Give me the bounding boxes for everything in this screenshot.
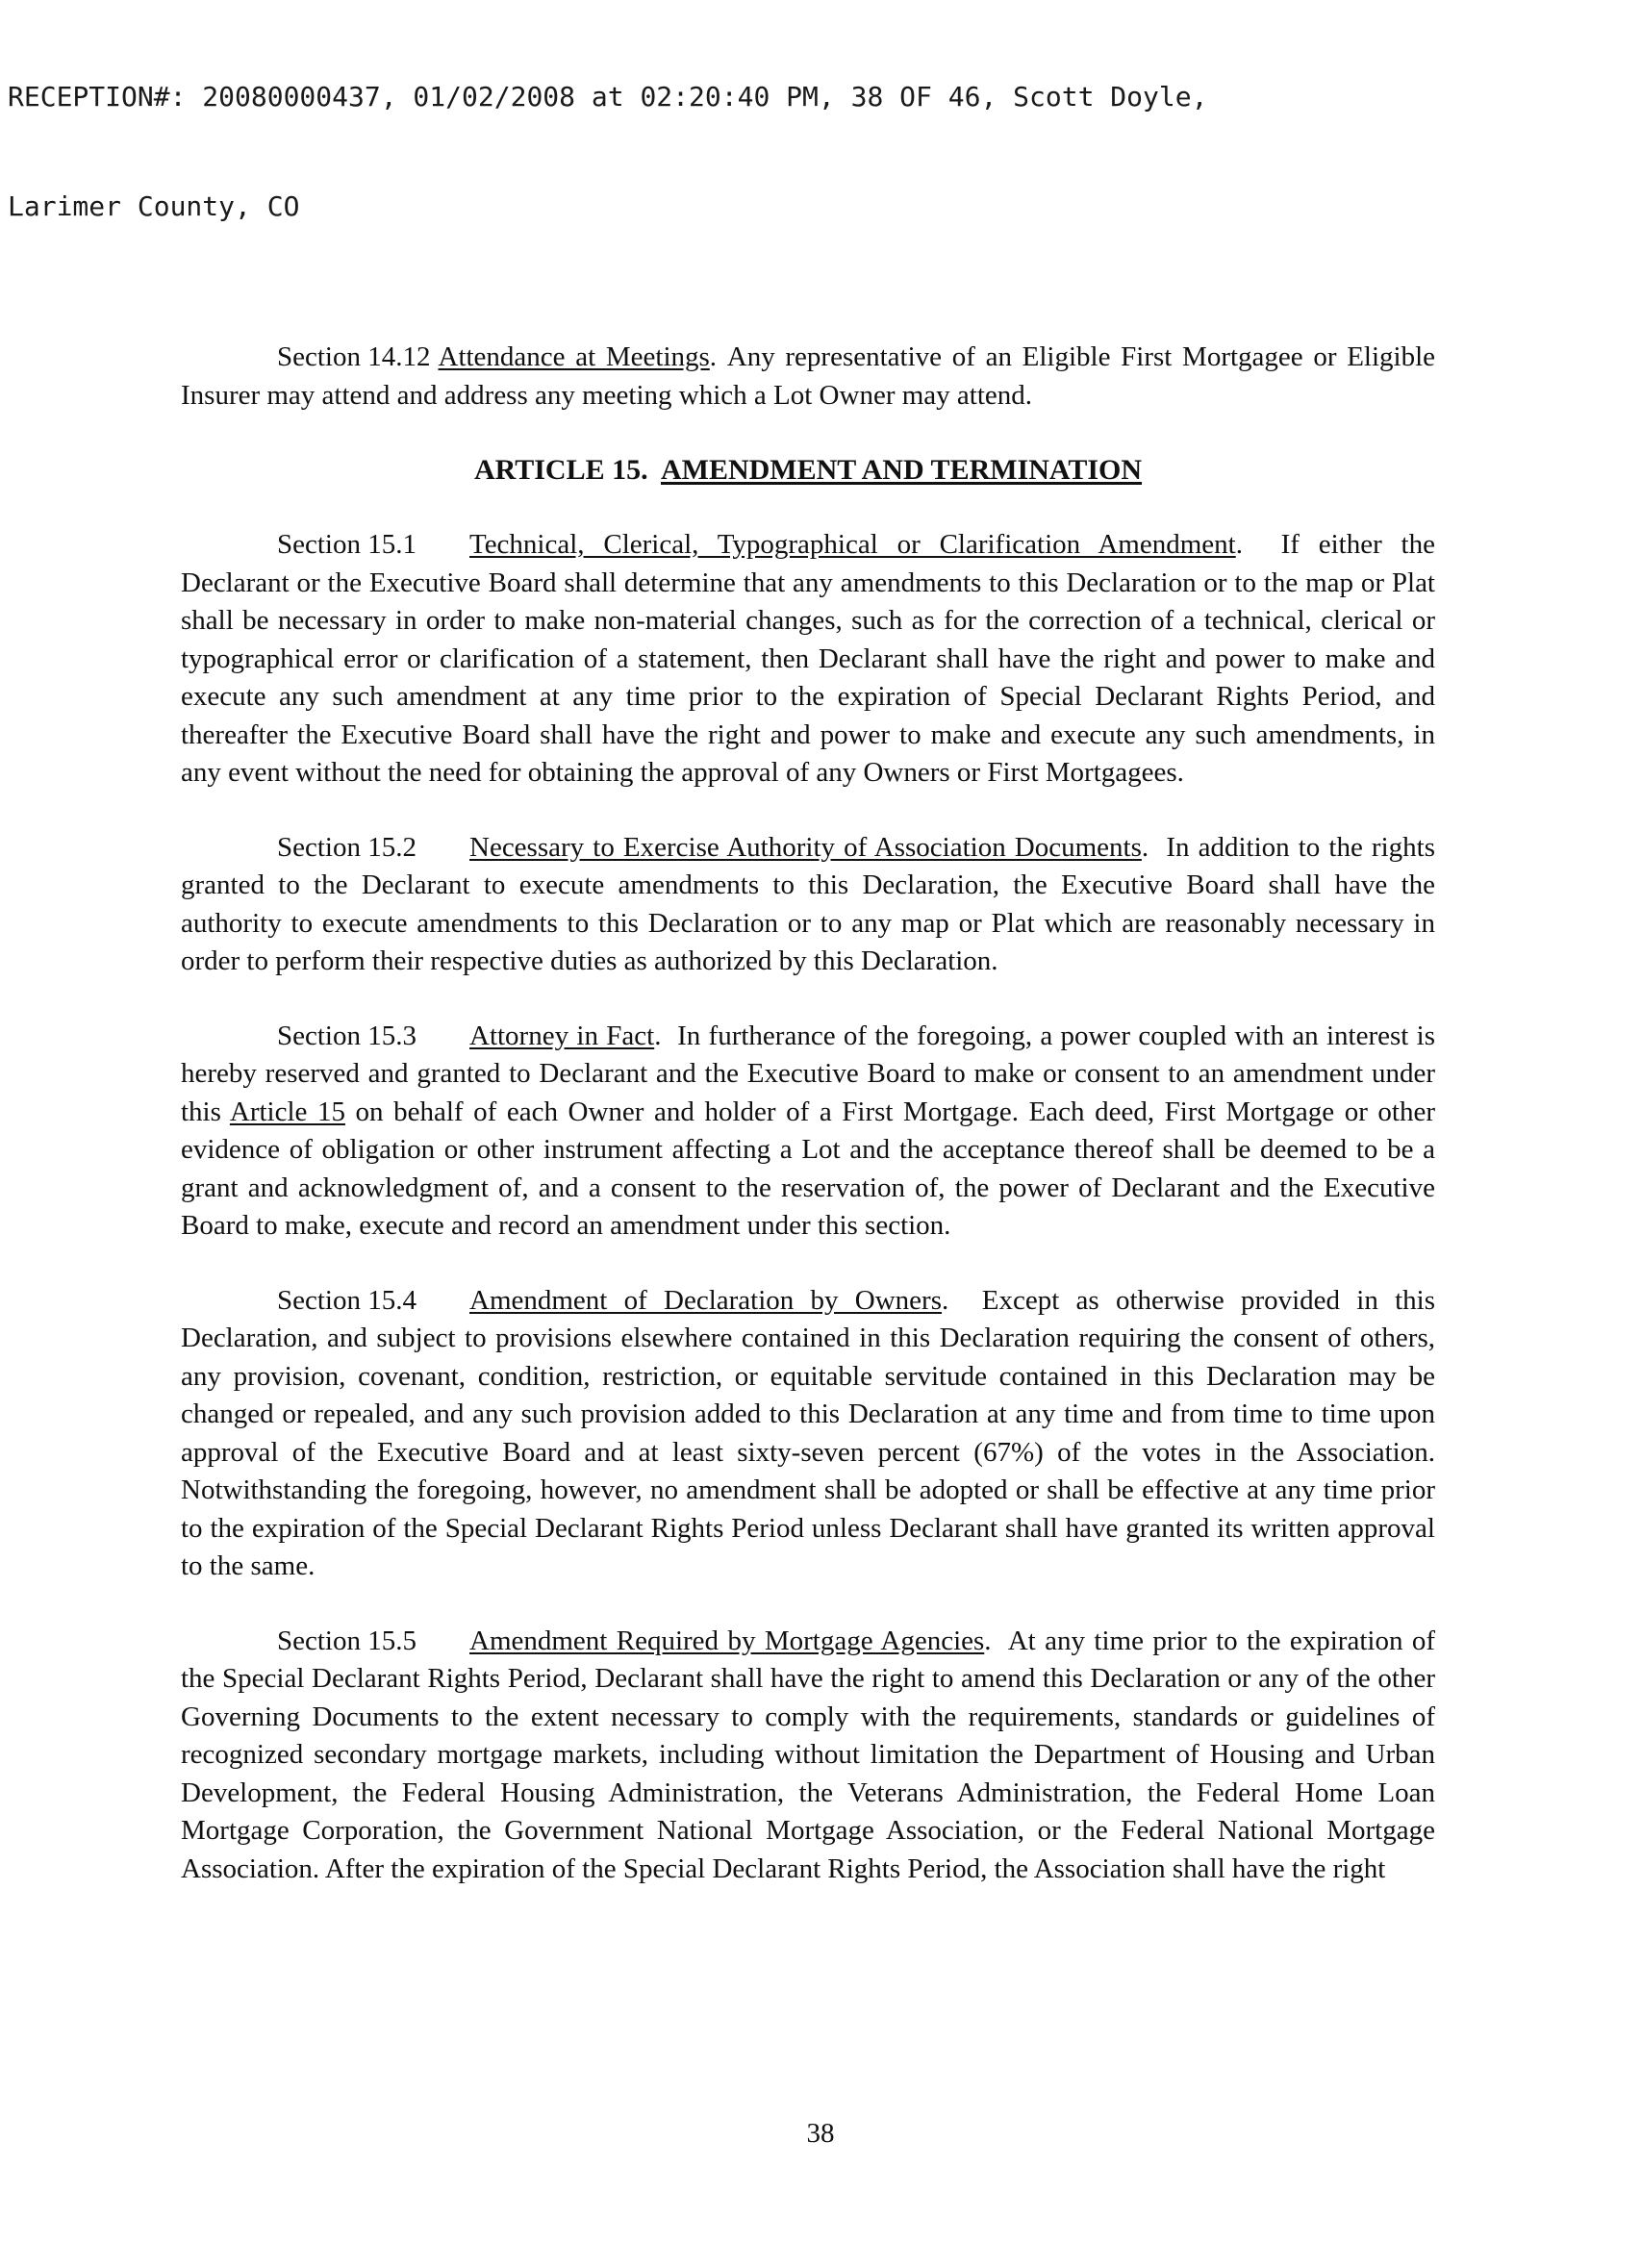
section-number: Section 15.4 [277, 1284, 417, 1316]
section-title: Attorney in Fact [469, 1020, 655, 1051]
recording-stamp-line-1: RECEPTION#: 20080000437, 01/02/2008 at 02:20:40 PM, 38 OF 46, Scott Doyle, [8, 81, 1208, 113]
recording-stamp [8, 6, 1604, 298]
section-15-1: Section 15.1 Technical, Clerical, Typographical or Clarification Amendment. If either the Declarant or the Executive Board shall determine that any amendments to this Declaration or to the map or Plat shall be necessary in order to make non-material changes, such as for the correction of a technical, clerical or typographical error or clarification of a statement, then Declarant shall have the right and power to make and execute any such amendment at any time prior to the expiration of Special Declarant Rights Period, and thereafter the Executive Board shall have the right and power to make and execute any such amendments, in any event without the need for obtaining the approval of any Owners or First Mortgagees. [181, 526, 1435, 793]
article-heading [181, 451, 1435, 490]
section-14-12: Section 14.12 Attendance at Meetings. Any representative of an Eligible First Mortgagee or Eligible Insurer may attend and address any meeting which a Lot Owner may attend. [181, 339, 1435, 415]
section-15-5: Section 15.5 Amendment Required by Mortgage Agencies. At any time prior to the expiration of the Special Declarant Rights Period, Declarant shall have the right to amend this Declaration or any of the other Governing Documents to the extent necessary to comply with the requirements, standards or guidelines of recognized secondary mortgage markets, including without limitation the Department of Housing and Urban Development, the Federal Housing Administration, the Veterans Administration, the Federal Home Loan Mortgage Corporation, the Government National Mortgage Association, or the Federal National Mortgage Association. After the expiration of the Special Declarant Rights Period, the Association shall have the right [181, 1623, 1435, 1889]
section-body-part-1: In furtherance of the foregoing, a power coupled with an interest is hereby reserved and granted to Declarant and the Executive Board to make or consent to an amendment under this [181, 1020, 1436, 1127]
section-body: At any time prior to the expiration of the Special Declarant Rights Period, Declarant shall have the right to amend this Declaration or any of the other Governing Documents to the extent necessary to comply with the requirements, standards or guidelines of recognized secondary mortgage markets, including without limitation the Department of Housing and Urban Development, the Federal Housing Administration, the Veterans Administration, the Federal Home Loan Mortgage Corporation, the Government National Mortgage Association, or the Federal National Mortgage Association. After the expiration of the Special Declarant Rights Period, the Association shall have the right [181, 1625, 1435, 1884]
section-number: Section 14.12 [277, 341, 431, 372]
section-number: Section 15.5 [277, 1625, 417, 1656]
section-body: Except as otherwise provided in this Declaration, and subject to provisions elsewhere contained in this Declaration requiring the consent of others, any provision, covenant, condition, restriction, or equitable servitude contained in this Declaration may be changed or repealed, and any such provision added to this Declaration at any time and from time to time upon approval of the Executive Board and at least sixty-seven percent (67%) of the votes in the Association. Notwithstanding the foregoing, however, no amendment shall be adopted or shall be effective at any time prior to the expiration of the Special Declarant Rights Period unless Declarant shall have granted its written approval to the same. [181, 1284, 1435, 1581]
section-title: Technical, Clerical, Typographical or Clarification Amendment [469, 529, 1236, 560]
page-number: 38 [806, 2118, 835, 2149]
document-body [181, 339, 1435, 1888]
section-title: Attendance at Meetings [438, 341, 710, 372]
section-body: If either the Declarant or the Executive Board shall determine that any amendments to this Declaration or to the map or Plat shall be necessary in order to make non-material changes, such as for the correction of a technical, clerical or typographical error or clarification of a statement, then Declarant shall have the right and power to make and execute any such amendment at any time prior to the expiration of Special Declarant Rights Period, and thereafter the Executive Board shall have the right and power to make and execute any such amendments, in any event without the need for obtaining the approval of any Owners or First Mortgagees. [181, 529, 1435, 788]
section-15-4: Section 15.4 Amendment of Declaration by Owners. Except as otherwise provided in this Declaration, and subject to provisions elsewhere contained in this Declaration requiring the consent of others, any provision, covenant, condition, restriction, or equitable servitude contained in this Declaration may be changed or repealed, and any such provision added to this Declaration at any time and from time to time upon approval of the Executive Board and at least sixty-seven percent (67%) of the votes in the Association. Notwithstanding the foregoing, however, no amendment shall be adopted or shall be effective at any time prior to the expiration of the Special Declarant Rights Period unless Declarant shall have granted its written approval to the same. [181, 1282, 1435, 1586]
section-number: Section 15.1 [277, 529, 417, 560]
section-title: Necessary to Exercise Authority of Association Documents [469, 831, 1142, 863]
section-body: In addition to the rights granted to the Declarant to execute amendments to this Declaration, the Executive Board shall have the authority to execute amendments to this Declaration or to any map or Plat which are reasonably necessary in order to perform their respective duties as authorized by this Declaration. [181, 831, 1435, 976]
article-reference: Article 15 [229, 1096, 345, 1127]
article-title: AMENDMENT AND TERMINATION [660, 454, 1143, 486]
section-number: Section 15.2 [277, 831, 417, 863]
section-number: Section 15.3 [277, 1020, 417, 1051]
section-15-2: Section 15.2 Necessary to Exercise Authority of Association Documents. In addition to the rights granted to the Declarant to execute amendments to this Declaration, the Executive Board shall have the authority to execute amendments to this Declaration or to any map or Plat which are reasonably necessary in order to perform their respective duties as authorized by this Declaration. [181, 829, 1435, 981]
recording-stamp-line-2: Larimer County, CO [8, 190, 300, 222]
section-15-3: Section 15.3 Attorney in Fact. In furtherance of the foregoing, a power coupled with an interest is hereby reserved and granted to Declarant and the Executive Board to make or consent to an amendment under this Article 15 on behalf of each Owner and holder of a First Mortgage. Each deed, First Mortgage or other evidence of obligation or other instrument affecting a Lot and the acceptance thereof shall be deemed to be a grant and acknowledgment of, and a consent to the reservation of, the power of Declarant and the Executive Board to make, execute and record an amendment under this section. [181, 1018, 1435, 1246]
section-body: Any representative of an Eligible First Mortgagee or Eligible Insurer may attend and address any meeting which a Lot Owner may attend. [181, 341, 1436, 411]
section-title: Amendment of Declaration by Owners [469, 1284, 942, 1316]
article-label: ARTICLE 15. [473, 454, 648, 486]
section-title: Amendment Required by Mortgage Agencies [469, 1625, 985, 1656]
section-body-part-2: on behalf of each Owner and holder of a First Mortgage. Each deed, First Mortgage or other evidence of obligation or other instrument affecting a Lot and the acceptance thereof shall be deemed to be a grant and acknowledgment of, and a consent to the reservation of, the power of Declarant and the Executive Board to make, execute and record an amendment under this section. [181, 1096, 1436, 1241]
